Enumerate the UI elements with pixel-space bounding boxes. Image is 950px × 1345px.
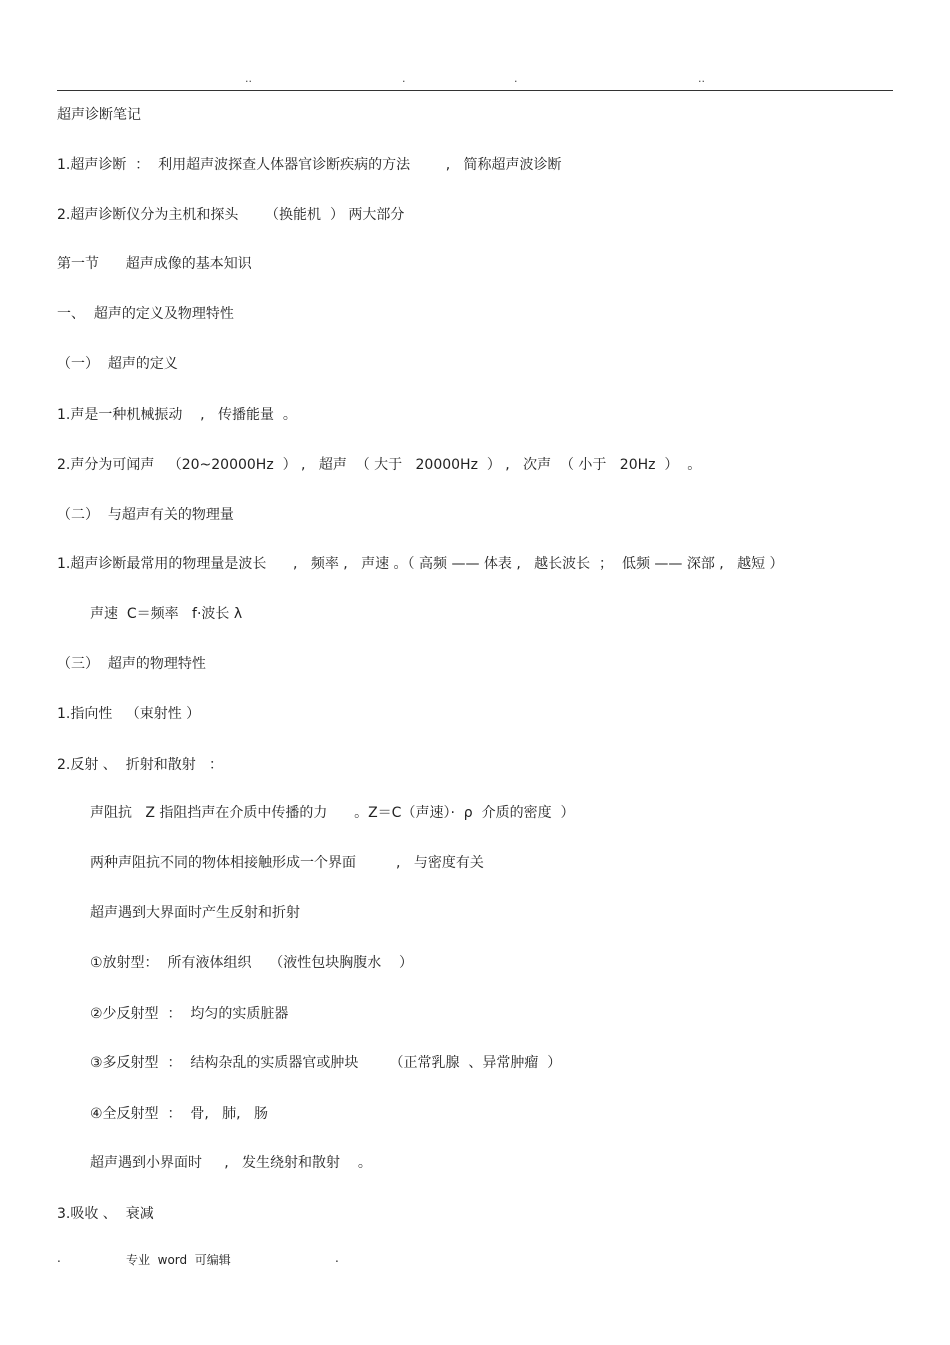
footer-mark: .: [335, 1251, 339, 1265]
paragraph: 3.吸收 、 衰减: [57, 1206, 154, 1222]
list-item: ④全反射型 ： 骨, 肺, 肠: [90, 1106, 268, 1122]
paragraph: 两种声阻抗不同的物体相接触形成一个界面 , 与密度有关: [90, 855, 484, 871]
header-mark: ..: [698, 72, 705, 85]
list-item: ②少反射型 ： 均匀的实质脏器: [90, 1006, 289, 1022]
list-item: ③多反射型 ： 结构杂乱的实质器官或肿块 （正常乳腺 、异常肿瘤 ）: [90, 1055, 562, 1071]
header-mark: .: [402, 72, 406, 85]
header-mark: .: [514, 72, 518, 85]
list-item: ①放射型： 所有液体组织 （液性包块胸腹水 ）: [90, 955, 414, 971]
subsection-heading: （三） 超声的物理特性: [57, 656, 206, 672]
document-title: 超声诊断笔记: [57, 107, 141, 123]
paragraph: 超声遇到小界面时 , 发生绕射和散射 。: [90, 1155, 372, 1171]
paragraph: 1.声是一种机械振动 , 传播能量 。: [57, 407, 297, 423]
header-mark: ..: [245, 72, 252, 85]
header-rule: [57, 90, 893, 91]
paragraph: 超声遇到大界面时产生反射和折射: [90, 905, 300, 921]
paragraph: 1.超声诊断最常用的物理量是波长 , 频率 , 声速 。（ 高频 —— 体表 , 越长波长 ； 低频 —— 深部 , 越短 ）: [57, 556, 784, 572]
paragraph: 2.声分为可闻声 （20~20000Hz ） , 超声 （ 大于 20000Hz ） , 次声 （ 小于 20Hz ） 。: [57, 457, 702, 473]
paragraph: 1.超声诊断 ： 利用超声波探查人体器官诊断疾病的方法 , 简称超声波诊断: [57, 157, 562, 173]
subsection-heading: （二） 与超声有关的物理量: [57, 507, 234, 523]
footer-mark: .: [57, 1251, 61, 1265]
paragraph: 2.反射 、 折射和散射 ：: [57, 757, 224, 773]
section-heading: 第一节 超声成像的基本知识: [57, 256, 252, 272]
paragraph: 1.指向性 （束射性 ）: [57, 706, 201, 722]
subsection-heading: （一） 超声的定义: [57, 356, 178, 372]
subsection-heading: 一、 超声的定义及物理特性: [57, 306, 234, 322]
footer-text: 专业 word 可编辑: [126, 1253, 231, 1267]
paragraph: 声阻抗 Z 指阻挡声在介质中传播的力 。Z＝C（声速）· ρ 介质的密度 ）: [90, 805, 575, 821]
paragraph: 2.超声诊断仪分为主机和探头 （换能机 ） 两大部分: [57, 207, 405, 223]
formula-line: 声速 C＝频率 f·波长 λ: [90, 606, 243, 622]
